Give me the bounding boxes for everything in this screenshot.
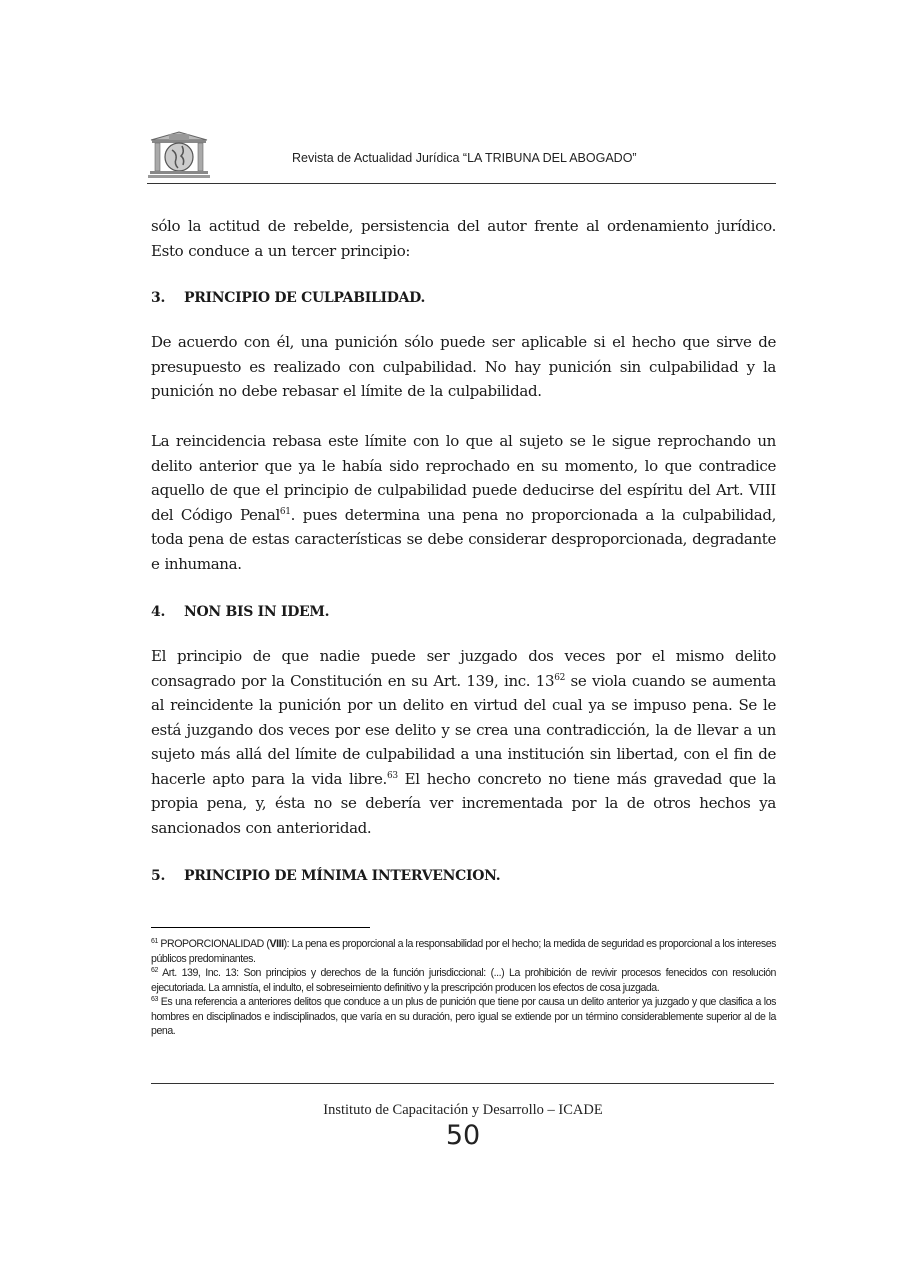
section-heading-3: 3. PRINCIPIO DE CULPABILIDAD.: [151, 290, 426, 306]
footnote-61: $^{61}$ PROPORCIONALIDAD (VIII): La pena es proporcional a la responsabilidad por el hecho; la medida de seguridad es proporcional a los intereses públicos predominantes.: [151, 938, 776, 965]
footnote-ref: 61: [279, 506, 291, 517]
paragraph: La reincidencia rebasa este límite con lo que al sujeto se le sigue reprochando un delito anterior que ya le había sido reprochado en su momento, lo que contradice aquello de que el principio de culpabilidad puede deducirse del espíritu del Art. VIII del Código Penal$^{61}$. pues determina una pena no proporcionada a la culpabilidad, toda pena de estas características se debe considerar desproporcionada, degradante e inhumana.: [151, 432, 776, 573]
footnotes: [151, 937, 776, 1039]
paragraph: El principio de que nadie puede ser juzgado dos veces por el mismo delito consagrado por la Constitución en su Art. 139, inc. $13^{62}$ se viola cuando se aumenta al reincidente la punición por un delito en virtud del cual ya se impuso pena. Se le está juzgando dos veces por ese delito y se crea una contradicción, la de llevar a un sujeto más allá del límite de culpabilidad a una institución sin libertad, con el fin de hacerle apto para la vida libre.$^{63}$ El hecho concreto no tiene más gravedad que la propia pena, y, ésta no se debería ver incrementada por la de otros hechos ya sancionados con anterioridad.: [151, 647, 777, 837]
footnote-ref: 62: [554, 672, 565, 683]
footnote-ref: 63: [386, 770, 398, 781]
paragraph: De acuerdo con él, una punición sólo puede ser aplicable si el hecho que sirve de presupuesto es realizado con culpabilidad. No hay punición sin culpabilidad y la punición no debe rebasar el límite de la culpabilidad.: [151, 333, 776, 400]
footer-institution: Instituto de Capacitación y Desarrollo – ICADE: [323, 1102, 603, 1118]
footnote-62: $^{62}$ Art. 139, Inc. 13: Son principios y derechos de la función jurisdiccional: (...) La prohibición de revivir procesos fenecidos con resolución ejecutoriada. La amnistía, el indulto, el sobreseimiento definitivo y la prescripción producen los efectos de cosa juzgada.: [151, 967, 776, 994]
header-divider: [147, 183, 776, 184]
section-heading-4: 4. NON BIS IN IDEM.: [151, 604, 330, 620]
icade-logo: [147, 130, 211, 182]
footnote-divider: [151, 927, 370, 928]
footer-divider: [151, 1083, 774, 1084]
paragraph: sólo la actitud de rebelde, persistencia del autor frente al ordenamiento jurídico. Esto conduce a un tercer principio:: [151, 217, 776, 260]
footnote-63: $^{63}$ Es una referencia a anteriores delitos que conduce a un plus de punición que tiene por causa un delito anterior ya juzgado y que clasifica a los hombres en disciplinados e indisciplinados, que varía en su duración, pero igual se extiende por un término considerablemente superior al de la pena.: [151, 996, 776, 1037]
journal-title: Revista de Actualidad Jurídica “LA TRIBUNA DEL ABOGADO”: [292, 151, 637, 165]
page-number: 50: [445, 1120, 481, 1151]
section-heading-5: 5. PRINCIPIO DE MÍNIMA INTERVENCION.: [151, 868, 501, 884]
